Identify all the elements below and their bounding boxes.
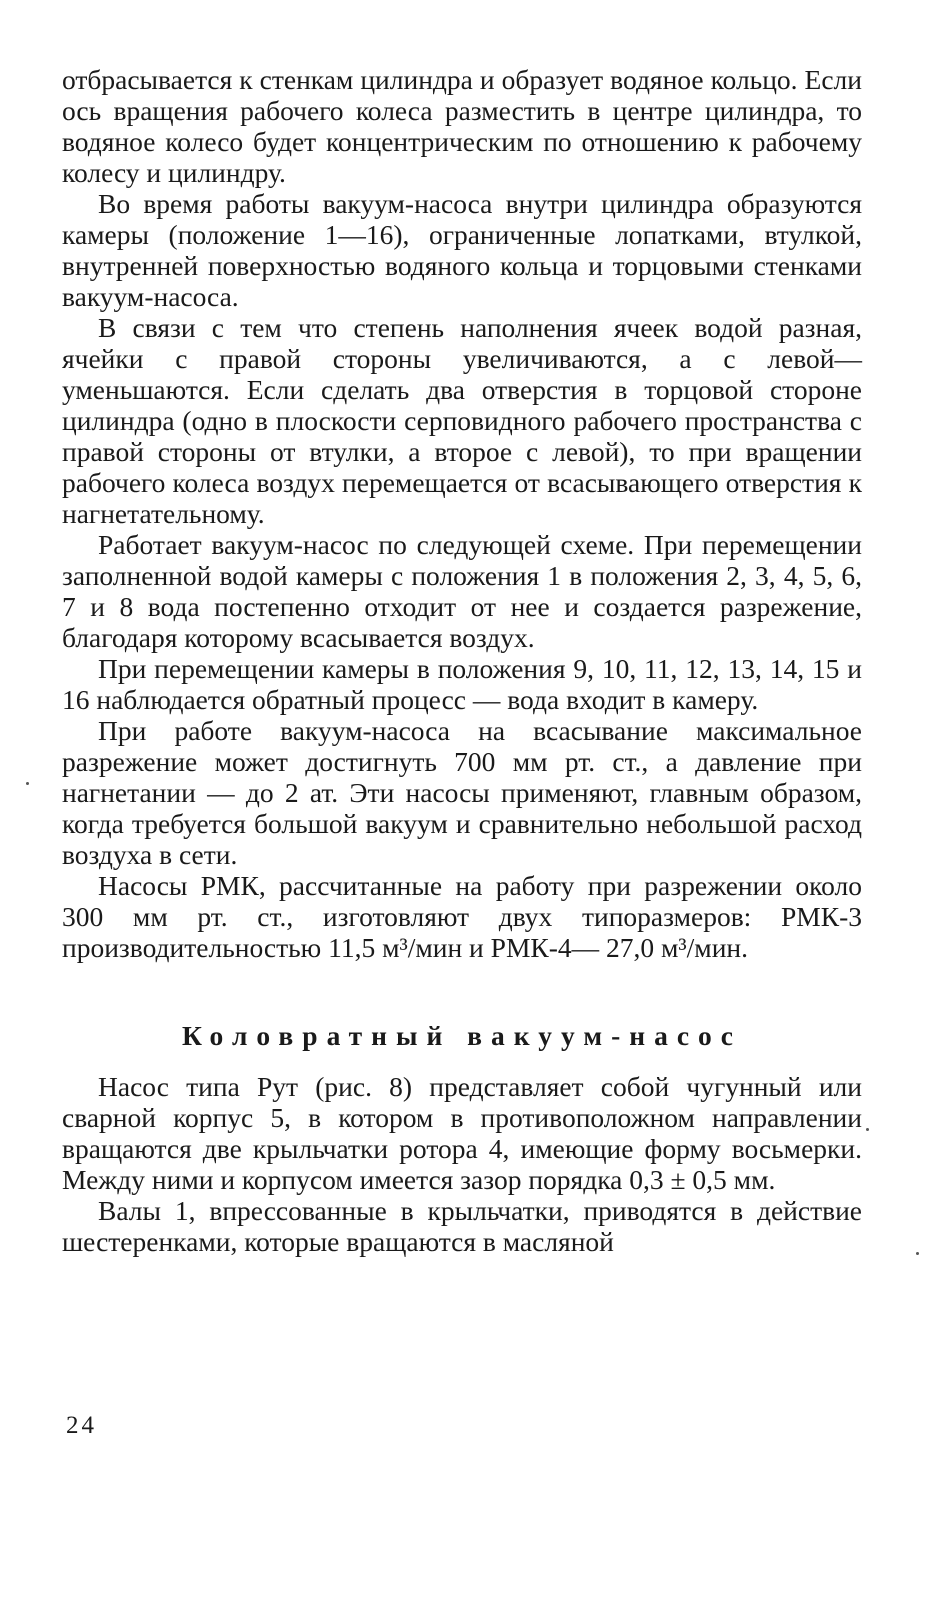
page-body — [62, 64, 862, 1257]
scan-speck — [866, 1128, 869, 1131]
scan-speck — [26, 782, 29, 785]
paragraph-continuation: отбрасывается к стенкам цилиндра и образует водяное кольцо. Если ось вращения рабочего колеса разместить в центре цилиндра, то водяное колесо будет концентрическим по отношению к рабочему колесу и цилиндру. — [62, 64, 862, 188]
paragraph-shafts: Валы 1, впрессованные в крыльчатки, приводятся в действие шестеренками, которые вращаются в масляной — [62, 1195, 862, 1257]
scan-speck — [916, 1252, 919, 1255]
paragraph-chambers: Во время работы вакуум-насоса внутри цилиндра образуются камеры (положение 1—16), ограниченные лопатками, втулкой, внутренней поверхностью водяного кольца и торцовыми стенками вакуум-насоса. — [62, 188, 862, 312]
page-number: 24 — [66, 1412, 97, 1439]
paragraph-scheme: Работает вакуум-насос по следующей схеме. При перемещении заполненной водой камеры с положения 1 в положения 2, 3, 4, 5, 6, 7 и 8 вода постепенно отходит от нее и создается разрежение, благодаря которому всасывается воздух. — [62, 529, 862, 653]
paragraph-vacuum-limits: При работе вакуум-насоса на всасывание максимальное разрежение может достигнуть 700 мм рт. ст., а давление при нагнетании — до 2 ат. Эти насосы применяют, главным образом, когда требуется большой вакуум и сравнительно небольшой расход воздуха в сети. — [62, 715, 862, 870]
section-heading: Коловратный вакуум-насос — [181, 1020, 743, 1051]
paragraph-root-pump: Насос типа Рут (рис. 8) представляет собой чугунный или сварной корпус 5, в котором в противоположном направлении вращаются две крыльчатки ротора 4, имеющие форму восьмерки. Между ними и корпусом имеется зазор порядка 0,3 ± 0,5 мм. — [62, 1071, 862, 1195]
paragraph-reverse-process: При перемещении камеры в положения 9, 10, 11, 12, 13, 14, 15 и 16 наблюдается обратный процесс — вода входит в камеру. — [62, 653, 862, 715]
paragraph-rmk-pumps: Насосы РМК, рассчитанные на работу при разрежении около 300 мм рт. ст., изготовляют двух типоразмеров: РМК-3 производительностью 11,5 м³/мин и РМК-4— 27,0 м³/мин. — [62, 870, 862, 963]
paragraph-cells: В связи с тем что степень наполнения ячеек водой разная, ячейки с правой стороны увеличиваются, а с левой— уменьшаются. Если сделать два отверстия в торцовой стороне цилиндра (одно в плоскости серповидного рабочего пространства с правой стороны от втулки, а второе с левой), то при вращении рабочего колеса воздух перемещается от всасывающего отверстия к нагнетательному. — [62, 312, 862, 529]
